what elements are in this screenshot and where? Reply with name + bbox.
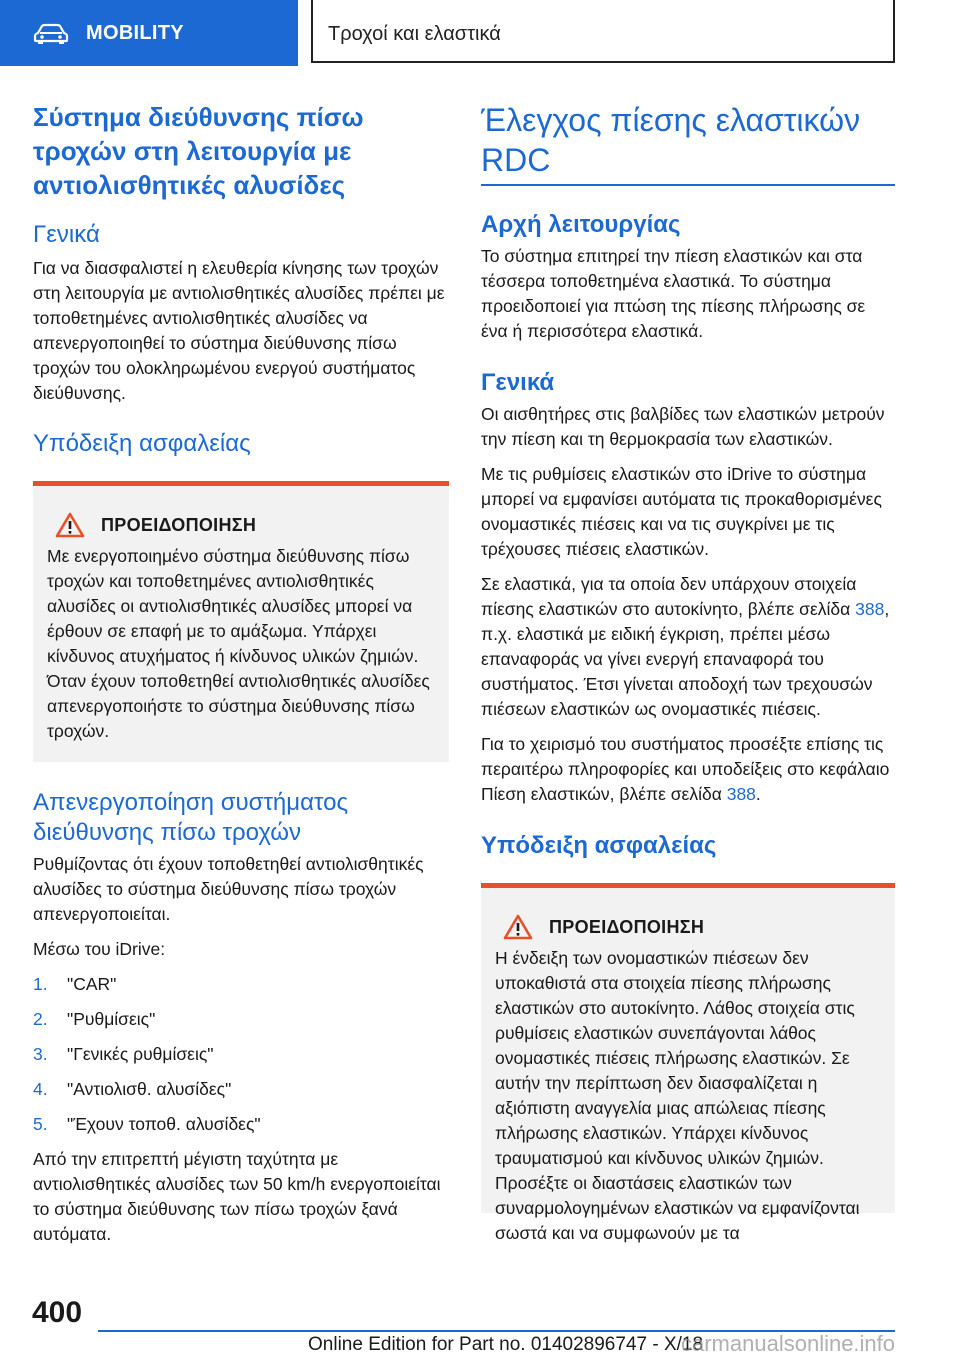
section-tab bbox=[311, 0, 895, 63]
right-warning-title: ΠΡΟΕΙΔΟΠΟΙΗΣΗ bbox=[549, 916, 705, 937]
warning-triangle-icon bbox=[55, 512, 85, 538]
edition-text: Online Edition for Part no. 01402896747 - X/18 bbox=[308, 1334, 704, 1355]
left-warning-text: Με ενεργοποιημένο σύστημα διεύθυνσης πίσω τροχών και τοποθετημένες αντιολισθητικές αλυσίδες οι αντιολισθητικές αλυσίδες μπορεί να έρθουν σε επαφή με το αμάξωμα. Υπάρχει κίνδυνος ατυχήματος ή κίνδυνος υλικών ζημιών. Όταν έχουν τοποθετηθεί αντιολισθητικές αλυσίδες απενεργοποιήστε το σύστημα διεύθυνσης πίσω τροχών. bbox=[47, 546, 430, 741]
right-warning-header bbox=[495, 914, 885, 940]
left-final-text: Από την επιτρεπτή μέγιστη ταχύτητα με αντιολισθητικές αλυσίδες των 50 km/h ενεργοποιείται το σύστημα διεύθυνσης των πίσω τροχών ξανά αυτόματα. bbox=[33, 1149, 441, 1244]
list-item: 1. "CAR" bbox=[33, 974, 117, 994]
right-section-title: Έλεγχος πίεσης ελαστικών RDC bbox=[481, 102, 861, 178]
right-general-p2: Με τις ρυθμίσεις ελαστικών στο iDrive το σύστημα μπορεί να εμφανίσει αυτόματα τις προκαθορισμένες ονομαστικές πιέσεις και να τις συγκρίνει με τις τρέχουσες πιέσεις ελαστικών. bbox=[481, 464, 882, 559]
right-principle-text: Το σύστημα επιτηρεί την πίεση ελαστικών και στα τέσσερα τοποθετημένα ελαστικά. Το σύστημα προειδοποιεί για πτώση της πίεσης πλήρωσης σε ένα ή περισσότερα ελαστικά. bbox=[481, 246, 866, 341]
right-principle-heading: Αρχή λειτουργίας bbox=[481, 211, 681, 238]
right-general-p3: Σε ελαστικά, για τα οποία δεν υπάρχουν στοιχεία πίεσης ελαστικών στο αυτοκίνητο, βλέπε σελίδα 388, π.χ. ελαστικά με ειδική έγκριση, πρέπει μέσω επαναφοράς να γίνει ενεργή επαναφορά του συστήματος. Έτσι γίνεται αποδοχή των τρεχουσών πιέσεων ελαστικών ως ονομαστικές πιέσεις. bbox=[481, 574, 890, 719]
list-item: 5. "Έχουν τοποθ. αλυσίδες" bbox=[33, 1114, 261, 1134]
left-general-text: Για να διασφαλιστεί η ελευθερία κίνησης των τροχών στη λειτουργία με αντιολισθητικές αλυσίδες πρέπει με τοποθετημένες αντιολισθητικές αλυσίδες να απενεργοποιηθεί το σύστημα διεύθυνσης πίσω τροχών του ολοκληρωμένου ενεργού συστήματος διεύθυνσης. bbox=[33, 258, 445, 403]
left-warning-header bbox=[47, 512, 439, 538]
title-underline bbox=[481, 184, 895, 186]
list-item: 4. "Αντιολισθ. αλυσίδες" bbox=[33, 1079, 232, 1099]
chapter-tab-label: MOBILITY bbox=[86, 22, 184, 44]
page-ref-link[interactable]: 388 bbox=[855, 599, 885, 619]
right-warning-text: Η ένδειξη των ονομαστικών πιέσεων δεν υποκαθιστά στα στοιχεία πίεσης πλήρωσης ελαστικών στο αυτοκίνητο. Λάθος στοιχεία στις ρυθμίσεις ελαστικών συνεπάγονται λάθος ονομαστικές πιέσεις πλήρωσης ελαστικών. Σε αυτήν την περίπτωση δεν διασφαλίζεται η αξιόπιστη αναγγελία μιας απώλειας πίεσης πλήρωσης ελαστικών. Υπάρχει κίνδυνος τραυματισμού και κίνδυνος υλικών ζημιών. Προσέξτε οι διαστάσεις ελαστικών των συναρμολογημένων ελαστικών να εμφανίζονται σωστά και να συμφωνούν με τα bbox=[495, 948, 860, 1243]
page-ref-link[interactable]: 388 bbox=[726, 784, 756, 804]
page-number: 400 bbox=[32, 1296, 83, 1329]
left-safety-heading: Υπόδειξη ασφαλείας bbox=[33, 430, 251, 457]
car-icon bbox=[34, 24, 68, 44]
left-via-idrive: Μέσω του iDrive: bbox=[33, 939, 166, 959]
chapter-tab-mobility[interactable] bbox=[0, 0, 298, 66]
right-general-heading: Γενικά bbox=[481, 369, 555, 396]
left-general-heading: Γενικά bbox=[33, 221, 100, 248]
list-item: 2. "Ρυθμίσεις" bbox=[33, 1009, 156, 1029]
warning-triangle-icon bbox=[503, 914, 533, 940]
left-warning-box bbox=[33, 481, 449, 762]
left-warning-title: ΠΡΟΕΙΔΟΠΟΙΗΣΗ bbox=[101, 514, 257, 535]
left-section-title: Σύστημα διεύθυνσης πίσω τροχών στη λειτουργία με αντιολισθητικές αλυσίδες bbox=[33, 102, 364, 200]
right-general-p4: Για το χειρισμό του συστήματος προσέξτε επίσης τις περαιτέρω πληροφορίες και υποδείξεις στο κεφάλαιο Πίεση ελαστικών, βλέπε σελίδα 388. bbox=[481, 734, 890, 804]
right-warning-box bbox=[481, 883, 895, 1243]
section-tab-label: Τροχοί και ελαστικά bbox=[328, 23, 501, 45]
left-column bbox=[33, 100, 449, 1247]
right-column bbox=[481, 100, 895, 1243]
right-general-p1: Οι αισθητήρες στις βαλβίδες των ελαστικών μετρούν την πίεση και τη θερμοκρασία των ελαστικών. bbox=[481, 404, 885, 449]
left-steps-list bbox=[33, 972, 449, 1137]
page-header bbox=[0, 0, 960, 68]
left-deactivation-heading: Απενεργοποίηση συστήματος διεύθυνσης πίσω τροχών bbox=[33, 789, 349, 846]
left-deactivation-text: Ρυθμίζοντας ότι έχουν τοποθετηθεί αντιολισθητικές αλυσίδες το σύστημα διεύθυνσης πίσω τροχών απενεργοποιείται. bbox=[33, 854, 424, 924]
watermark: carmanualsonline.info bbox=[681, 1331, 896, 1356]
right-safety-heading: Υπόδειξη ασφαλείας bbox=[481, 832, 717, 859]
list-item: 3. "Γενικές ρυθμίσεις" bbox=[33, 1044, 214, 1064]
